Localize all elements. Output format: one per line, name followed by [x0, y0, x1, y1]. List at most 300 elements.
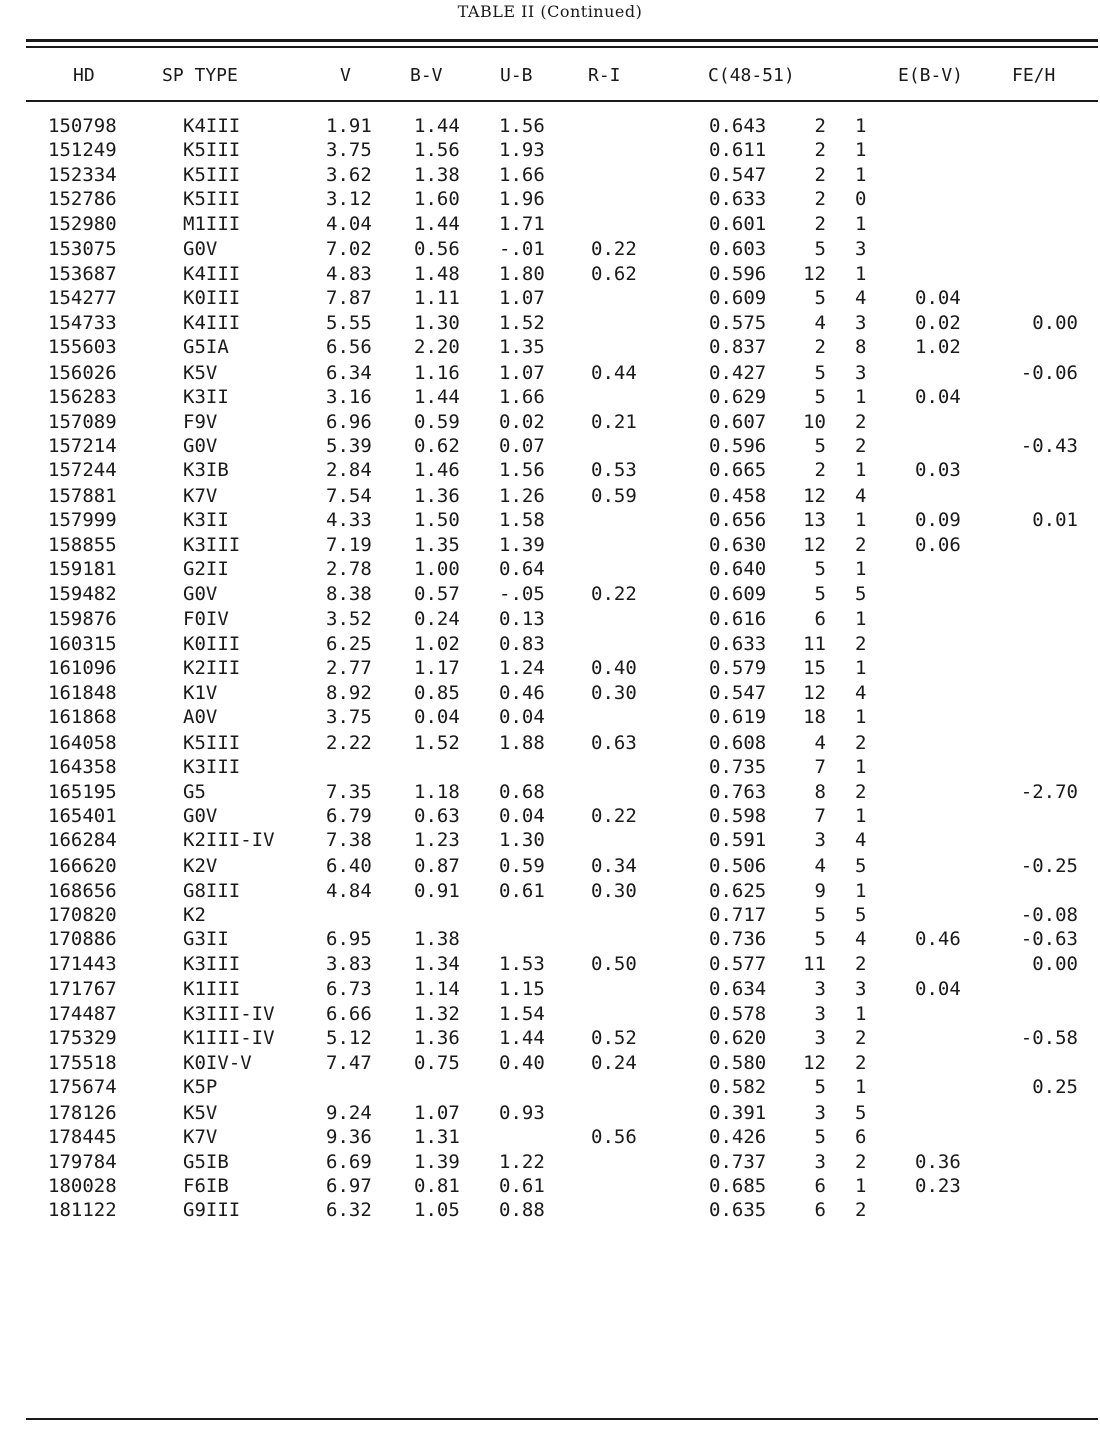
cell-sp-type: K3II — [183, 509, 229, 532]
cell-c-m: 3 — [855, 311, 867, 334]
cell-sp-type: K3III — [183, 756, 241, 779]
cell-c48-51: 0.643 — [709, 115, 767, 137]
cell-c48-51: 0.630 — [709, 533, 767, 556]
table-row — [0, 1051, 1100, 1075]
cell-c-n: 11 — [803, 952, 826, 975]
cell-hd: 171443 — [48, 952, 117, 975]
cell-sp-type: K2III — [183, 657, 241, 680]
cell-hd: 171767 — [48, 978, 117, 1001]
cell-hd: 181122 — [48, 1199, 117, 1222]
cell-fe-h: -0.25 — [1020, 855, 1078, 878]
cell-hd: 174487 — [48, 1002, 117, 1025]
cell-sp-type: K7V — [183, 485, 218, 507]
cell-hd: 152786 — [48, 188, 117, 211]
cell-hd: 154277 — [48, 287, 117, 310]
cell-v: 6.73 — [326, 978, 372, 1001]
cell-hd: 179784 — [48, 1150, 117, 1173]
table-row — [0, 927, 1100, 951]
cell-u-b: 1.80 — [499, 262, 545, 285]
cell-c-m: 3 — [855, 238, 867, 261]
cell-u-b: 0.68 — [499, 780, 545, 803]
cell-sp-type: G0V — [183, 805, 218, 827]
cell-c-m: 2 — [855, 1150, 867, 1173]
cell-r-i: 0.44 — [591, 361, 637, 384]
cell-hd: 175329 — [48, 1027, 117, 1050]
cell-r-i: 0.30 — [591, 681, 637, 704]
cell-b-v: 1.39 — [414, 1150, 460, 1173]
cell-sp-type: K5III — [183, 731, 241, 754]
cell-v: 6.40 — [326, 855, 372, 878]
cell-sp-type: G9III — [183, 1199, 241, 1222]
cell-b-v: 1.18 — [414, 780, 460, 803]
cell-c-m: 8 — [855, 335, 867, 358]
cell-fe-h: 0.00 — [1032, 311, 1078, 334]
cell-c-m: 1 — [855, 509, 867, 532]
table-row — [0, 1026, 1100, 1050]
cell-c-n: 7 — [814, 756, 826, 779]
cell-v: 7.38 — [326, 829, 372, 852]
table-row — [0, 163, 1100, 187]
table-row — [0, 434, 1100, 458]
cell-v: 6.25 — [326, 632, 372, 655]
cell-c-m: 1 — [855, 459, 867, 482]
cell-c-m: 1 — [855, 262, 867, 285]
cell-hd: 152334 — [48, 163, 117, 186]
cell-c-n: 12 — [803, 533, 826, 556]
cell-v: 6.96 — [326, 410, 372, 433]
cell-c-m: 4 — [855, 928, 867, 951]
cell-sp-type: G5IA — [183, 335, 229, 358]
cell-c-m: 2 — [855, 952, 867, 975]
cell-r-i: 0.22 — [591, 805, 637, 827]
cell-c-n: 2 — [814, 459, 826, 482]
cell-c48-51: 0.598 — [709, 805, 767, 827]
cell-c-m: 5 — [855, 855, 867, 878]
cell-r-i: 0.24 — [591, 1051, 637, 1074]
cell-c-m: 1 — [855, 386, 867, 409]
cell-b-v: 1.30 — [414, 311, 460, 334]
table-row — [0, 138, 1100, 162]
cell-v: 6.66 — [326, 1002, 372, 1025]
cell-hd: 159482 — [48, 582, 117, 605]
cell-u-b: 1.96 — [499, 188, 545, 211]
cell-b-v: 0.56 — [414, 238, 460, 261]
cell-c48-51: 0.575 — [709, 311, 767, 334]
cell-v: 9.36 — [326, 1126, 372, 1149]
cell-c48-51: 0.580 — [709, 1051, 767, 1074]
cell-c-n: 2 — [814, 115, 826, 137]
cell-c-n: 3 — [814, 1101, 826, 1124]
cell-r-i: 0.40 — [591, 657, 637, 680]
table-row — [0, 977, 1100, 1001]
cell-c48-51: 0.837 — [709, 335, 767, 358]
cell-c-n: 2 — [814, 139, 826, 162]
cell-c-m: 1 — [855, 756, 867, 779]
cell-c-n: 2 — [814, 188, 826, 211]
cell-sp-type: F6IB — [183, 1175, 229, 1197]
table-row — [0, 361, 1100, 385]
cell-v: 7.19 — [326, 533, 372, 556]
cell-hd: 153075 — [48, 238, 117, 261]
cell-sp-type: K7V — [183, 1126, 218, 1149]
cell-b-v: 2.20 — [414, 335, 460, 358]
cell-c-m: 2 — [855, 632, 867, 655]
cell-c-n: 3 — [814, 1150, 826, 1173]
cell-c-n: 6 — [814, 1175, 826, 1197]
cell-hd: 178445 — [48, 1126, 117, 1149]
cell-u-b: 0.04 — [499, 706, 545, 728]
table-row — [0, 1150, 1100, 1174]
cell-c-n: 5 — [814, 1076, 826, 1098]
bottom-rule — [26, 1418, 1098, 1420]
cell-hd: 151249 — [48, 139, 117, 162]
table-row — [0, 533, 1100, 557]
cell-c48-51: 0.629 — [709, 386, 767, 409]
cell-b-v: 0.24 — [414, 608, 460, 631]
cell-u-b: 1.58 — [499, 509, 545, 532]
cell-e-b-v: 0.04 — [915, 287, 961, 310]
cell-sp-type: G2II — [183, 558, 229, 581]
cell-c-n: 7 — [814, 805, 826, 827]
table-row — [0, 1174, 1100, 1198]
cell-c48-51: 0.582 — [709, 1076, 767, 1098]
cell-c48-51: 0.426 — [709, 1126, 767, 1149]
cell-b-v: 1.02 — [414, 632, 460, 655]
cell-c48-51: 0.596 — [709, 262, 767, 285]
cell-hd: 160315 — [48, 632, 117, 655]
cell-hd: 161868 — [48, 706, 117, 728]
cell-c-m: 2 — [855, 1051, 867, 1074]
table-row — [0, 311, 1100, 335]
col-header-r-i: R-I — [588, 65, 621, 86]
cell-e-b-v: 0.04 — [915, 978, 961, 1001]
cell-sp-type: A0V — [183, 706, 218, 728]
cell-u-b: 1.56 — [499, 459, 545, 482]
cell-fe-h: -0.08 — [1020, 903, 1078, 926]
cell-r-i: 0.53 — [591, 459, 637, 482]
cell-b-v: 1.14 — [414, 978, 460, 1001]
cell-sp-type: K4III — [183, 262, 241, 285]
table-row — [0, 114, 1100, 138]
table-row — [0, 828, 1100, 852]
cell-hd: 170886 — [48, 928, 117, 951]
cell-b-v: 1.35 — [414, 533, 460, 556]
cell-c-m: 0 — [855, 188, 867, 211]
cell-b-v: 0.81 — [414, 1175, 460, 1197]
table-row — [0, 237, 1100, 261]
cell-u-b: 0.04 — [499, 805, 545, 827]
cell-v: 6.56 — [326, 335, 372, 358]
cell-v: 6.79 — [326, 805, 372, 827]
cell-c-n: 5 — [814, 361, 826, 384]
table-row — [0, 484, 1100, 508]
cell-c-n: 11 — [803, 632, 826, 655]
table-row — [0, 1198, 1100, 1222]
col-header-e-b-v: E(B-V) — [898, 65, 964, 86]
cell-sp-type: K2III-IV — [183, 829, 275, 852]
cell-sp-type: K0III — [183, 287, 241, 310]
cell-hd: 166284 — [48, 829, 117, 852]
cell-sp-type: K3III — [183, 952, 241, 975]
cell-e-b-v: 0.46 — [915, 928, 961, 951]
table-row — [0, 212, 1100, 236]
table-row — [0, 385, 1100, 409]
col-header-c48-51: C(48-51) — [708, 65, 795, 86]
cell-sp-type: G5 — [183, 780, 206, 803]
cell-c-n: 5 — [814, 582, 826, 605]
table-caption: TABLE II (Continued) — [457, 2, 643, 21]
cell-c48-51: 0.579 — [709, 657, 767, 680]
cell-v: 4.84 — [326, 879, 372, 902]
cell-v: 6.34 — [326, 361, 372, 384]
cell-c48-51: 0.620 — [709, 1027, 767, 1050]
cell-u-b: 0.64 — [499, 558, 545, 581]
cell-b-v: 1.48 — [414, 262, 460, 285]
cell-c48-51: 0.596 — [709, 434, 767, 457]
table-row — [0, 903, 1100, 927]
cell-hd: 153687 — [48, 262, 117, 285]
cell-c-n: 3 — [814, 829, 826, 852]
cell-v: 8.38 — [326, 582, 372, 605]
cell-hd: 157881 — [48, 485, 117, 507]
cell-hd: 161096 — [48, 657, 117, 680]
cell-c48-51: 0.619 — [709, 706, 767, 728]
cell-sp-type: K5III — [183, 188, 241, 211]
cell-u-b: 1.66 — [499, 386, 545, 409]
cell-b-v: 0.04 — [414, 706, 460, 728]
cell-b-v: 0.85 — [414, 681, 460, 704]
cell-c48-51: 0.601 — [709, 212, 767, 235]
cell-sp-type: K2 — [183, 903, 206, 926]
cell-b-v: 1.36 — [414, 1027, 460, 1050]
cell-sp-type: G0V — [183, 434, 218, 457]
table-row — [0, 952, 1100, 976]
cell-v: 4.83 — [326, 262, 372, 285]
cell-c-m: 3 — [855, 361, 867, 384]
cell-sp-type: F9V — [183, 410, 218, 433]
table-row — [0, 410, 1100, 434]
cell-hd: 156026 — [48, 361, 117, 384]
cell-u-b: 1.39 — [499, 533, 545, 556]
cell-c48-51: 0.763 — [709, 780, 767, 803]
cell-b-v: 1.05 — [414, 1199, 460, 1222]
table-row — [0, 755, 1100, 779]
cell-u-b: 1.88 — [499, 731, 545, 754]
cell-u-b: 0.93 — [499, 1101, 545, 1124]
table-row — [0, 705, 1100, 729]
cell-hd: 157089 — [48, 410, 117, 433]
cell-sp-type: K3IB — [183, 459, 229, 482]
cell-r-i: 0.59 — [591, 485, 637, 507]
cell-e-b-v: 0.02 — [915, 311, 961, 334]
cell-r-i: 0.34 — [591, 855, 637, 878]
cell-sp-type: K3II — [183, 386, 229, 409]
cell-u-b: 0.88 — [499, 1199, 545, 1222]
cell-c48-51: 0.634 — [709, 978, 767, 1001]
cell-hd: 161848 — [48, 681, 117, 704]
cell-v: 3.75 — [326, 706, 372, 728]
cell-c48-51: 0.736 — [709, 928, 767, 951]
cell-u-b: 1.71 — [499, 212, 545, 235]
cell-u-b: 1.30 — [499, 829, 545, 852]
cell-sp-type: G8III — [183, 879, 241, 902]
cell-sp-type: K5V — [183, 361, 218, 384]
table-row — [0, 557, 1100, 581]
table-row — [0, 681, 1100, 705]
cell-r-i: 0.30 — [591, 879, 637, 902]
cell-b-v: 1.32 — [414, 1002, 460, 1025]
cell-sp-type: K2V — [183, 855, 218, 878]
cell-c-m: 4 — [855, 829, 867, 852]
cell-c-m: 1 — [855, 657, 867, 680]
cell-c-n: 2 — [814, 163, 826, 186]
cell-fe-h: 0.01 — [1032, 509, 1078, 532]
cell-b-v: 0.87 — [414, 855, 460, 878]
cell-c-m: 5 — [855, 1101, 867, 1124]
cell-v: 1.91 — [326, 115, 372, 137]
cell-c-m: 1 — [855, 1076, 867, 1098]
cell-b-v: 1.23 — [414, 829, 460, 852]
cell-sp-type: G0V — [183, 238, 218, 261]
cell-c48-51: 0.391 — [709, 1101, 767, 1124]
cell-c-m: 1 — [855, 212, 867, 235]
cell-v: 2.84 — [326, 459, 372, 482]
cell-v: 4.33 — [326, 509, 372, 532]
cell-u-b: 1.54 — [499, 1002, 545, 1025]
cell-c48-51: 0.717 — [709, 903, 767, 926]
cell-r-i: 0.22 — [591, 582, 637, 605]
cell-fe-h: -0.43 — [1020, 434, 1078, 457]
cell-c-m: 2 — [855, 410, 867, 433]
cell-c48-51: 0.633 — [709, 188, 767, 211]
cell-c48-51: 0.640 — [709, 558, 767, 581]
cell-u-b: 0.61 — [499, 879, 545, 902]
cell-u-b: 1.35 — [499, 335, 545, 358]
cell-u-b: 0.13 — [499, 608, 545, 631]
cell-u-b: 0.02 — [499, 410, 545, 433]
cell-c-m: 3 — [855, 978, 867, 1001]
cell-fe-h: -0.58 — [1020, 1027, 1078, 1050]
cell-c-n: 3 — [814, 978, 826, 1001]
cell-b-v: 1.44 — [414, 212, 460, 235]
cell-c-m: 2 — [855, 780, 867, 803]
cell-c-n: 6 — [814, 1199, 826, 1222]
cell-fe-h: -0.06 — [1020, 361, 1078, 384]
cell-v: 3.16 — [326, 386, 372, 409]
table-row — [0, 731, 1100, 755]
cell-v: 5.12 — [326, 1027, 372, 1050]
cell-sp-type: K1III — [183, 978, 241, 1001]
cell-hd: 178126 — [48, 1101, 117, 1124]
cell-sp-type: K1V — [183, 681, 218, 704]
cell-c-n: 3 — [814, 1027, 826, 1050]
cell-sp-type: K4III — [183, 115, 241, 137]
table-row — [0, 607, 1100, 631]
cell-r-i: 0.63 — [591, 731, 637, 754]
cell-hd: 170820 — [48, 903, 117, 926]
table-row — [0, 1125, 1100, 1149]
cell-u-b: 1.44 — [499, 1027, 545, 1050]
cell-b-v: 0.91 — [414, 879, 460, 902]
cell-v: 3.83 — [326, 952, 372, 975]
cell-c-n: 18 — [803, 706, 826, 728]
cell-b-v: 1.56 — [414, 139, 460, 162]
cell-sp-type: K3III-IV — [183, 1002, 275, 1025]
cell-v: 7.54 — [326, 485, 372, 507]
cell-v: 7.35 — [326, 780, 372, 803]
col-header-sp-type: SP TYPE — [162, 65, 238, 86]
top-rule-inner — [26, 46, 1098, 48]
cell-hd: 157214 — [48, 434, 117, 457]
cell-u-b: 0.40 — [499, 1051, 545, 1074]
cell-b-v: 1.00 — [414, 558, 460, 581]
cell-v: 6.69 — [326, 1150, 372, 1173]
cell-c48-51: 0.611 — [709, 139, 767, 162]
table-row — [0, 508, 1100, 532]
table-row — [0, 1101, 1100, 1125]
cell-sp-type: K5V — [183, 1101, 218, 1124]
table-row — [0, 1002, 1100, 1026]
cell-c48-51: 0.458 — [709, 485, 767, 507]
table-row — [0, 879, 1100, 903]
cell-c-n: 5 — [814, 558, 826, 581]
cell-u-b: 0.46 — [499, 681, 545, 704]
col-header-hd: HD — [73, 65, 95, 86]
cell-e-b-v: 0.06 — [915, 533, 961, 556]
cell-b-v: 1.38 — [414, 163, 460, 186]
table-row — [0, 582, 1100, 606]
cell-c48-51: 0.506 — [709, 855, 767, 878]
cell-hd: 155603 — [48, 335, 117, 358]
cell-c-n: 5 — [814, 434, 826, 457]
table-row — [0, 262, 1100, 286]
cell-r-i: 0.21 — [591, 410, 637, 433]
cell-c-m: 2 — [855, 434, 867, 457]
cell-c-m: 1 — [855, 805, 867, 827]
col-header-b-v: B-V — [410, 65, 443, 86]
cell-v: 3.52 — [326, 608, 372, 631]
cell-fe-h: 0.00 — [1032, 952, 1078, 975]
cell-v: 7.47 — [326, 1051, 372, 1074]
cell-c48-51: 0.609 — [709, 287, 767, 310]
cell-v: 5.39 — [326, 434, 372, 457]
cell-v: 8.92 — [326, 681, 372, 704]
cell-v: 3.75 — [326, 139, 372, 162]
cell-c-m: 2 — [855, 533, 867, 556]
cell-v: 2.77 — [326, 657, 372, 680]
cell-hd: 154733 — [48, 311, 117, 334]
cell-u-b: 1.07 — [499, 287, 545, 310]
cell-c48-51: 0.577 — [709, 952, 767, 975]
cell-e-b-v: 0.23 — [915, 1175, 961, 1197]
cell-u-b: 1.56 — [499, 115, 545, 137]
cell-b-v: 1.11 — [414, 287, 460, 310]
cell-u-b: 1.66 — [499, 163, 545, 186]
table-row — [0, 854, 1100, 878]
cell-c-m: 1 — [855, 1175, 867, 1197]
cell-c-m: 5 — [855, 903, 867, 926]
cell-b-v: 1.07 — [414, 1101, 460, 1124]
cell-c-m: 1 — [855, 1002, 867, 1025]
cell-hd: 166620 — [48, 855, 117, 878]
cell-c-m: 1 — [855, 115, 867, 137]
cell-sp-type: G3II — [183, 928, 229, 951]
cell-v: 3.12 — [326, 188, 372, 211]
cell-v: 6.32 — [326, 1199, 372, 1222]
cell-c-n: 5 — [814, 386, 826, 409]
cell-u-b: 1.52 — [499, 311, 545, 334]
cell-c-n: 5 — [814, 287, 826, 310]
